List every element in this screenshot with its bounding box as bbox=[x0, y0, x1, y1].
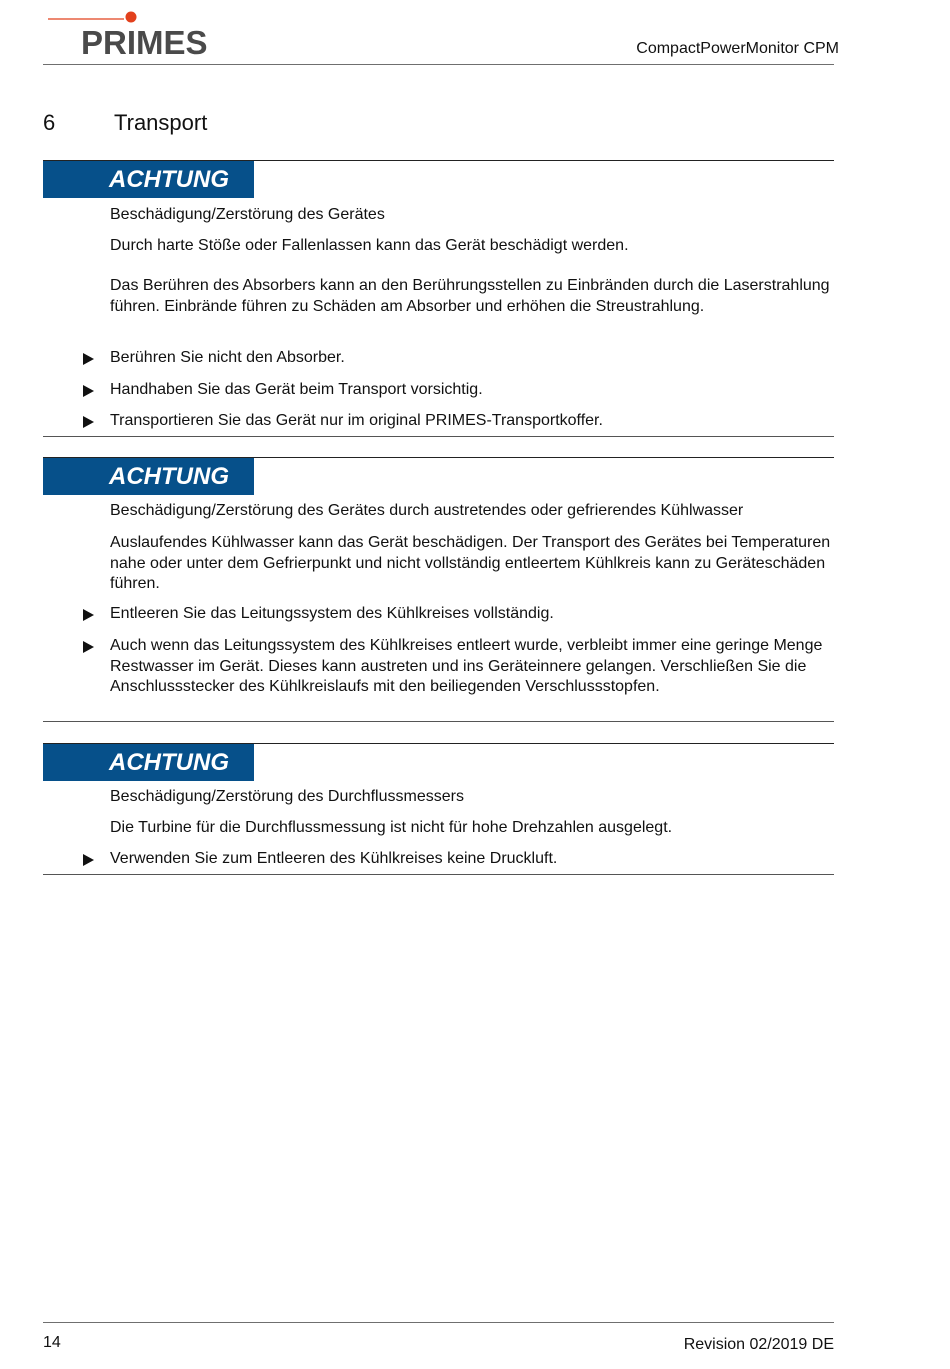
bullet-arrow-icon bbox=[83, 854, 94, 866]
notice-label: ACHTUNG bbox=[43, 161, 254, 198]
document-title: CompactPowerMonitor CPM bbox=[636, 40, 839, 57]
notice-label: ACHTUNG bbox=[43, 744, 254, 781]
section-number: 6 bbox=[43, 110, 56, 135]
bullet-arrow-icon bbox=[83, 353, 94, 365]
notice-label: ACHTUNG bbox=[43, 458, 254, 495]
bullet-text: Verwenden Sie zum Entleeren des Kühlkreises keine Druckluft. bbox=[110, 850, 558, 867]
bullet-text: Berühren Sie nicht den Absorber. bbox=[110, 349, 345, 366]
revision-label: Revision 02/2019 DE bbox=[683, 1336, 834, 1353]
bullet-text: Transportieren Sie das Gerät nur im original PRIMES-Transportkoffer. bbox=[110, 412, 603, 429]
header-divider bbox=[43, 64, 834, 65]
bullet-text: Handhaben Sie das Gerät beim Transport vorsichtig. bbox=[110, 381, 483, 398]
footer-divider bbox=[43, 1322, 834, 1323]
notice-subtitle: Beschädigung/Zerstörung des Gerätes durch austretendes oder gefrierendes Kühlwasser bbox=[110, 502, 744, 519]
bullet-text: Entleeren Sie das Leitungssystem des Kühlkreises vollständig. bbox=[110, 605, 554, 622]
notice-paragraph: Die Turbine für die Durchflussmessung ist nicht für hohe Drehzahlen ausgelegt. bbox=[110, 819, 673, 836]
bullet-arrow-icon bbox=[83, 416, 94, 428]
bullet-arrow-icon bbox=[83, 641, 94, 653]
section-title: Transport bbox=[114, 110, 208, 135]
notice-subtitle: Beschädigung/Zerstörung des Gerätes bbox=[110, 206, 385, 223]
notice-paragraph: Durch harte Stöße oder Fallenlassen kann das Gerät beschädigt werden. bbox=[110, 237, 629, 254]
notice-bottom-rule bbox=[43, 721, 834, 722]
notice-bottom-rule bbox=[43, 874, 834, 875]
logo-text: PRIMES bbox=[81, 24, 208, 60]
bullet-arrow-icon bbox=[83, 609, 94, 621]
primes-logo bbox=[46, 10, 226, 60]
bullet-text: Auch wenn das Leitungssystem des Kühlkreises entleert wurde, verbleibt immer eine geringe Menge Restwasser im Gerät. Dieses kann austreten und ins Geräteinnere gelangen. Verschließen Sie die Anschlussstecker des Kühlkreislaufs mit den beiliegenden Verschlussstopfen. bbox=[110, 637, 823, 695]
notice-subtitle: Beschädigung/Zerstörung des Durchflussmessers bbox=[110, 788, 464, 805]
notice-paragraph: Das Berühren des Absorbers kann an den Berührungsstellen zu Einbränden durch die Laserstrahlung führen. Einbrände führen zu Schäden am Absorber und erhöhen die Streustrahlung. bbox=[110, 277, 830, 315]
bullet-arrow-icon bbox=[83, 385, 94, 397]
notice-bottom-rule bbox=[43, 436, 834, 437]
page-number: 14 bbox=[43, 1334, 61, 1351]
notice-paragraph: Auslaufendes Kühlwasser kann das Gerät beschädigen. Der Transport des Gerätes bei Temperaturen nahe oder unter dem Gefrierpunkt und nicht vollständig entleertem Kühlkreis kann zu Geräteschäden führen. bbox=[110, 534, 831, 592]
